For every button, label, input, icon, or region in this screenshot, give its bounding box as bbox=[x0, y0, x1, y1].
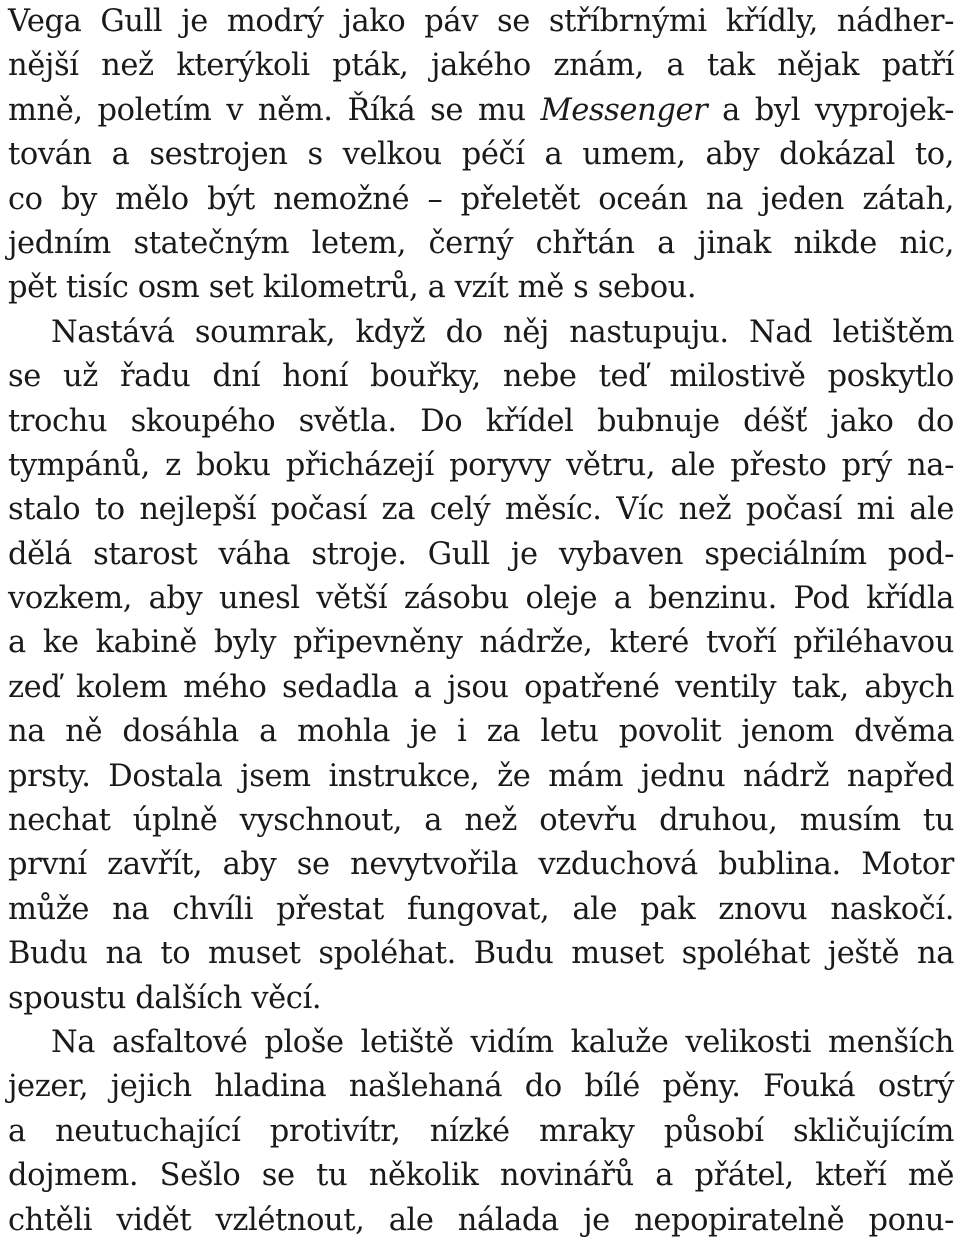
text-line: tován a sestrojen s velkou péčí a umem, aby dokázal to, bbox=[8, 137, 954, 173]
italic-title: Messenger bbox=[540, 92, 708, 128]
text-line: jezer, jejich hladina našlehaná do bílé pěny. Fouká ostrý bbox=[8, 1069, 954, 1105]
paragraph-1 bbox=[8, 0, 954, 311]
text-line: nější než kterýkoli pták, jakého znám, a tak nějak patří bbox=[8, 48, 954, 84]
text-line: co by mělo být nemožné – přeletět oceán na jeden zátah, bbox=[8, 181, 954, 217]
text-line: první zavřít, aby se nevytvořila vzduchová bublina. Motor bbox=[8, 847, 954, 883]
text-line: chtěli vidět vzlétnout, ale nálada je nepopiratelně ponu- bbox=[8, 1202, 954, 1238]
text-line: jedním statečným letem, černý chřtán a jinak nikde nic, bbox=[8, 225, 954, 261]
text-line: spoustu dalších věcí. bbox=[8, 980, 322, 1016]
paragraph-3 bbox=[8, 1021, 954, 1243]
text-line: pět tisíc osm set kilometrů, a vzít mě s sebou. bbox=[8, 270, 697, 306]
text-line: dojmem. Sešlo se tu několik novinářů a přátel, kteří mě bbox=[8, 1158, 954, 1194]
text-line: trochu skoupého světla. Do křídel bubnuje déšť jako do bbox=[8, 403, 954, 439]
text-line: může na chvíli přestat fungovat, ale pak znovu naskočí. bbox=[8, 891, 954, 927]
text-line: se už řadu dní honí bouřky, nebe teď milostivě poskytlo bbox=[8, 359, 954, 395]
text-line: Nastává soumrak, když do něj nastupuju. Nad letištěm bbox=[51, 314, 954, 350]
document-page bbox=[8, 0, 954, 1243]
paragraph-2 bbox=[8, 311, 954, 1021]
text-line: stalo to nejlepší počasí za celý měsíc. Víc než počasí mi ale bbox=[8, 492, 954, 528]
text-line: Budu na to muset spoléhat. Budu muset spoléhat ještě na bbox=[8, 936, 954, 972]
text-line: tympánů, z boku přicházejí poryvy větru, ale přesto prý na- bbox=[8, 447, 954, 483]
text-line: mně, poletím v něm. Říká se mu Messenger a byl vyprojek- bbox=[8, 92, 954, 128]
text-line: nechat úplně vyschnout, a než otevřu druhou, musím tu bbox=[8, 803, 954, 839]
text-line: zeď kolem mého sedadla a jsou opatřené ventily tak, abych bbox=[8, 669, 954, 705]
text-line: prsty. Dostala jsem instrukce, že mám jednu nádrž napřed bbox=[8, 758, 954, 794]
text-line: vozkem, aby unesl větší zásobu oleje a benzinu. Pod křídla bbox=[8, 581, 954, 617]
text-line: dělá starost váha stroje. Gull je vybaven speciálním pod- bbox=[8, 536, 954, 572]
text-line: Na asfaltové ploše letiště vidím kaluže velikosti menších bbox=[51, 1024, 954, 1060]
text-line: na ně dosáhla a mohla je i za letu povolit jenom dvěma bbox=[8, 714, 954, 750]
text-line: Vega Gull je modrý jako páv se stříbrnými křídly, nádher- bbox=[8, 4, 954, 39]
text-line: a neutuchající protivítr, nízké mraky působí skličujícím bbox=[8, 1113, 954, 1149]
text-line: a ke kabině byly připevněny nádrže, které tvoří přiléhavou bbox=[8, 625, 954, 661]
